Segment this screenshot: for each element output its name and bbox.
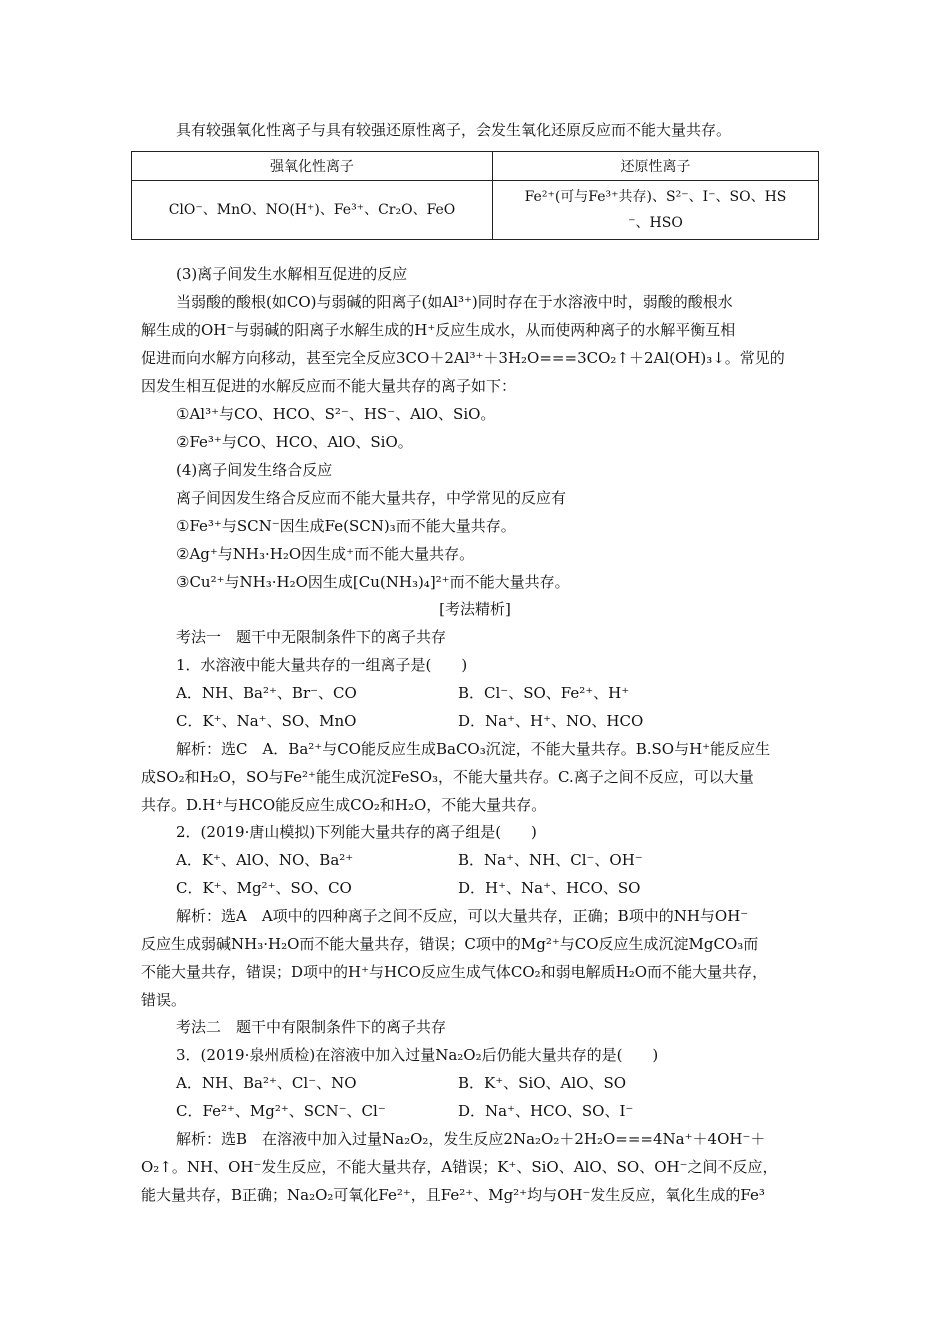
table-header-reducing: 还原性离子 xyxy=(493,152,819,181)
q3-option-c: C．Fe²⁺、Mg²⁺、SCN⁻、Cl⁻ xyxy=(176,1102,386,1120)
q2-analysis-line: 不能大量共存，错误；D项中的H⁺与HCO反应生成气体CO₂和弱电解质H₂O而不能大量共存， xyxy=(141,963,768,981)
q1-stem: 1．水溶液中能大量共存的一组离子是( ) xyxy=(176,656,468,674)
q2-option-b: B．Na⁺、NH、Cl⁻、OH⁻ xyxy=(458,851,643,869)
section4-item-1: ①Fe³⁺与SCN⁻因生成Fe(SCN)₃而不能大量共存。 xyxy=(176,517,516,535)
table-cell-oxidizing: ClO⁻、MnO、NO(H⁺)、Fe³⁺、Cr₂O、FeO xyxy=(132,181,493,240)
q2-option-d: D．H⁺、Na⁺、HCO、SO xyxy=(458,879,641,897)
section3-para-line: 解生成的OH⁻与弱碱的阳离子水解生成的H⁺反应生成水，从而使两种离子的水解平衡互相 xyxy=(141,321,736,339)
q3-analysis-line: 能大量共存，B正确；Na₂O₂可氧化Fe²⁺，且Fe²⁺、Mg²⁺均与OH⁻发生反应，氧化生成的Fe³ xyxy=(141,1186,765,1204)
q3-option-d: D．Na⁺、HCO、SO、I⁻ xyxy=(458,1102,634,1120)
section3-para-line: 促进而向水解方向移动，甚至完全反应3CO＋2Al³⁺＋3H₂O===3CO₂↑＋2Al(OH)₃↓。常见的 xyxy=(141,349,785,367)
section4-heading: (4)离子间发生络合反应 xyxy=(176,461,333,479)
section3-para-line: 当弱酸的酸根(如CO)与弱碱的阳离子(如Al³⁺)同时存在于水溶液中时，弱酸的酸根水 xyxy=(176,293,733,311)
q2-analysis-line: 错误。 xyxy=(141,991,187,1009)
q1-option-d: D．Na⁺、H⁺、NO、HCO xyxy=(458,712,644,730)
q2-option-c: C．K⁺、Mg²⁺、SO、CO xyxy=(176,879,352,897)
section3-item-2: ②Fe³⁺与CO、HCO、AlO、SiO。 xyxy=(176,433,413,451)
q2-stem: 2．(2019·唐山模拟)下列能大量共存的离子组是( ) xyxy=(176,823,537,841)
q3-analysis-line: 解析：选B 在溶液中加入过量Na₂O₂，发生反应2Na₂O₂＋2H₂O===4Na⁺＋4OH⁻＋ xyxy=(176,1130,766,1148)
q1-option-c: C．K⁺、Na⁺、SO、MnO xyxy=(176,712,357,730)
q3-option-b: B．K⁺、SiO、AlO、SO xyxy=(458,1074,627,1092)
section3-heading: (3)离子间发生水解相互促进的反应 xyxy=(176,265,408,283)
q3-stem: 3．(2019·泉州质检)在溶液中加入过量Na₂O₂后仍能大量共存的是( ) xyxy=(176,1046,659,1064)
section4-item-2: ②Ag⁺与NH₃·H₂O因生成⁺而不能大量共存。 xyxy=(176,545,475,563)
method1-heading: 考法一 题干中无限制条件下的离子共存 xyxy=(176,628,447,646)
q1-analysis-line: 共存。D.H⁺与HCO能反应生成CO₂和H₂O，不能大量共存。 xyxy=(141,796,547,814)
section4-item-3: ③Cu²⁺与NH₃·H₂O因生成[Cu(NH₃)₄]²⁺而不能大量共存。 xyxy=(176,573,570,591)
table-cell-reducing-line1: Fe²⁺(可与Fe³⁺共存)、S²⁻、I⁻、SO、HS xyxy=(524,189,787,205)
kaofa-title: [考法精析] xyxy=(439,600,511,618)
q1-analysis-line: 解析：选C A．Ba²⁺与CO能反应生成BaCO₃沉淀，不能大量共存。B.SO与H⁺能反应生 xyxy=(176,740,771,758)
q3-analysis-line: O₂↑。NH、OH⁻发生反应，不能大量共存，A错误；K⁺、SiO、AlO、SO、OH⁻之间不反应， xyxy=(141,1158,778,1176)
q1-analysis-line: 成SO₂和H₂O，SO与Fe²⁺能生成沉淀FeSO₃，不能大量共存。C.离子之间不反应，可以大量 xyxy=(141,768,754,786)
section3-item-1: ①Al³⁺与CO、HCO、S²⁻、HS⁻、AlO、SiO。 xyxy=(176,405,496,423)
ion-table xyxy=(131,151,819,240)
q1-option-b: B．Cl⁻、SO、Fe²⁺、H⁺ xyxy=(458,684,630,702)
q2-analysis-line: 反应生成弱碱NH₃·H₂O而不能大量共存，错误；C项中的Mg²⁺与CO反应生成沉淀MgCO₃而 xyxy=(141,935,759,953)
table-header-oxidizing: 强氧化性离子 xyxy=(132,152,493,181)
q2-option-a: A．K⁺、AlO、NO、Ba²⁺ xyxy=(176,851,354,869)
q3-option-a: A．NH、Ba²⁺、Cl⁻、NO xyxy=(176,1074,357,1092)
intro-sentence: 具有较强氧化性离子与具有较强还原性离子，会发生氧化还原反应而不能大量共存。 xyxy=(176,121,732,139)
method2-heading: 考法二 题干中有限制条件下的离子共存 xyxy=(176,1018,447,1036)
section4-intro: 离子间因发生络合反应而不能大量共存，中学常见的反应有 xyxy=(176,489,567,507)
q2-analysis-line: 解析：选A A项中的四种离子之间不反应，可以大量共存，正确；B项中的NH与OH⁻ xyxy=(176,907,749,925)
table-cell-reducing xyxy=(493,181,819,240)
section3-para-line: 因发生相互促进的水解反应而不能大量共存的离子如下： xyxy=(141,377,517,395)
q1-option-a: A．NH、Ba²⁺、Br⁻、CO xyxy=(176,684,357,702)
table-cell-reducing-line2: ⁻、HSO xyxy=(628,215,683,231)
